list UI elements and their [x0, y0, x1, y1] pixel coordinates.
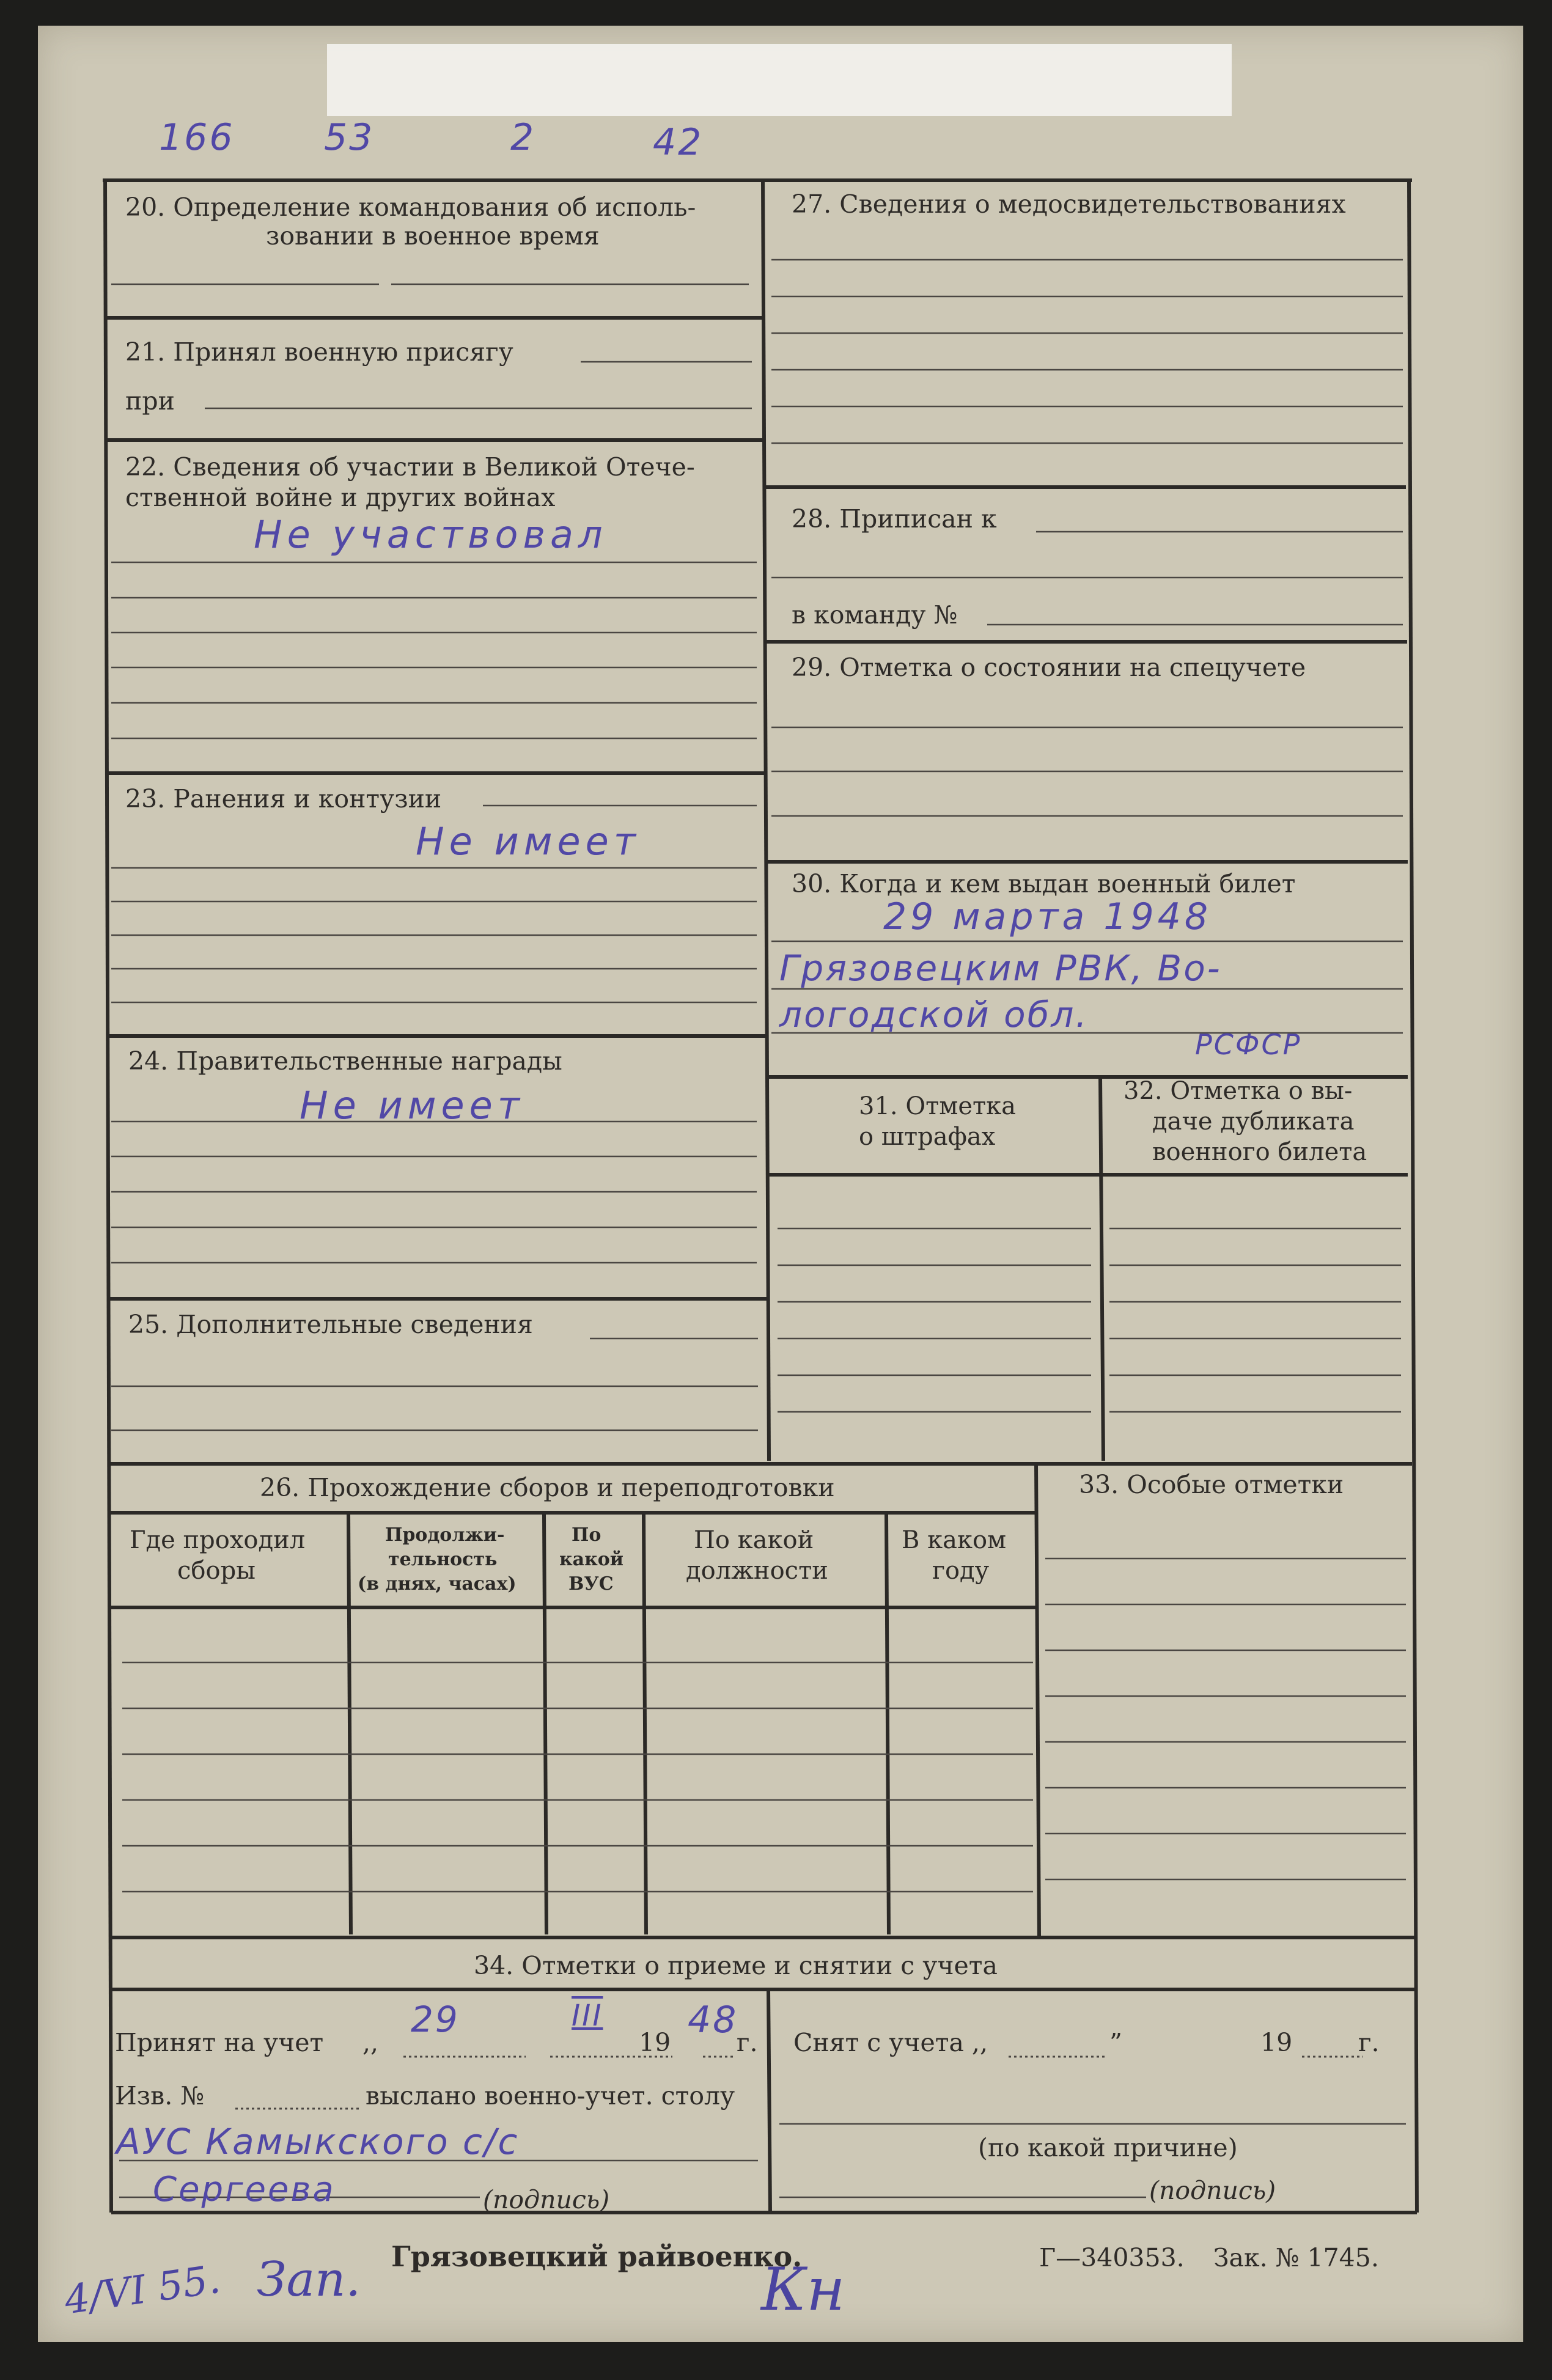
accepted-year-suffix: г. [737, 2028, 758, 2057]
section-30-label: 30. Когда и кем выдан военный билет [792, 869, 1296, 898]
top-number-2: 53 [324, 116, 375, 159]
order-number: Зак. № 1745. [1213, 2243, 1379, 2272]
section-32-label-line2: даче дубликата [1152, 1107, 1355, 1136]
s26-col3-line1: По [572, 1524, 601, 1546]
section-31-label-line1: 31. Отметка [859, 1092, 1017, 1120]
s26-col4-line2: должности [686, 1557, 828, 1585]
accepted-day: 29 [411, 1999, 460, 2040]
section-28-label: 28. Приписан к [792, 504, 997, 534]
section-34-title: 34. Отметки о приеме и снятии с учета [474, 1951, 998, 1980]
section-23-value: Не имеет [416, 819, 641, 864]
section-23-label: 23. Ранения и контузии [125, 784, 442, 814]
s26-col5-line1: В каком [902, 1526, 1007, 1554]
section-22-label-line2: ственной войне и других войнах [125, 483, 556, 512]
section-25-label: 25. Дополнительные сведения [128, 1310, 533, 1339]
accepted-label: Принят на учет [115, 2028, 324, 2057]
section-30-issuer-line3: РСФСР [1195, 1028, 1302, 1061]
top-number-1: 166 [159, 116, 235, 159]
top-number-4: 42 [653, 121, 704, 164]
s26-col1-line1: Где проходил [130, 1526, 306, 1554]
section-24-label: 24. Правительственные награды [128, 1046, 562, 1076]
s26-col3-line2: какой [559, 1549, 624, 1570]
handwritten-date: 4/VI 55. [62, 2257, 223, 2324]
removed-close-quote: ” [1109, 2028, 1122, 2057]
s26-col2-line2: тельность [388, 1549, 498, 1570]
signature-label-left: (подпись) [483, 2185, 610, 2214]
s26-col4-line1: По какой [694, 1526, 814, 1554]
section-31-label-line2: о штрафах [859, 1123, 996, 1151]
section-27-label: 27. Сведения о медосвидетельствованиях [792, 189, 1346, 219]
signature-label-right: (подпись) [1149, 2176, 1276, 2205]
print-code: Г—340353. [1039, 2243, 1185, 2272]
handwritten-signature: Кн [761, 2255, 845, 2324]
izv-label: Изв. № [115, 2081, 205, 2110]
section-29-label: 29. Отметка о состоянии на спецучете [792, 653, 1306, 682]
accepted-year: 48 [688, 1999, 738, 2041]
removed-year-suffix: г. [1358, 2028, 1380, 2057]
accepted-month: III [572, 1999, 603, 2033]
section-21-pri: при [125, 386, 175, 416]
sent-value: АУС Камыкского с/с [116, 2121, 520, 2162]
s26-col3-line3: ВУС [568, 1573, 614, 1595]
removed-year-prefix: 19 [1260, 2028, 1293, 2057]
section-22-label-line1: 22. Сведения об участии в Великой Отече- [125, 452, 695, 482]
accepted-year-prefix: 19 [639, 2028, 671, 2057]
section-28-team-label: в команду № [792, 600, 958, 630]
section-22-value: Не участвовал [254, 512, 608, 557]
section-24-value: Не имеет [300, 1083, 524, 1128]
s26-col2-line3: (в днях, часах) [358, 1573, 517, 1595]
section-33-label: 33. Особые отметки [1079, 1470, 1344, 1499]
section-30-issuer-line1: Грязовецким РВК, Во- [779, 947, 1222, 989]
handwritten-note: Зап. [257, 2252, 361, 2307]
office-stamp: Грязовецкий райвоенко. [391, 2240, 803, 2273]
section-21-label: 21. Принял военную присягу [125, 337, 513, 367]
signature-name: Сергеева [153, 2170, 336, 2209]
section-20-label-line2: зовании в военное время [266, 221, 600, 251]
s26-col2-line1: Продолжи- [385, 1524, 505, 1546]
s26-col5-line2: году [932, 1557, 990, 1585]
accepted-open-quote: ,, [362, 2028, 379, 2057]
section-20-label-line1: 20. Определение командования об исполь- [125, 193, 696, 222]
sent-label: выслано военно-учет. столу [366, 2081, 735, 2110]
section-30-issuer-line2: логодской обл. [779, 994, 1089, 1035]
section-32-label-line1: 32. Отметка о вы- [1124, 1077, 1353, 1105]
top-number-3: 2 [510, 116, 536, 159]
reason-label: (по какой причине) [978, 2133, 1238, 2162]
section-26-title: 26. Прохождение сборов и переподготовки [260, 1473, 835, 1502]
section-32-label-line3: военного билета [1152, 1138, 1367, 1166]
removed-label: Снят с учета ,, [793, 2028, 988, 2057]
s26-col1-line2: сборы [177, 1557, 256, 1585]
section-30-date: 29 марта 1948 [883, 895, 1212, 938]
